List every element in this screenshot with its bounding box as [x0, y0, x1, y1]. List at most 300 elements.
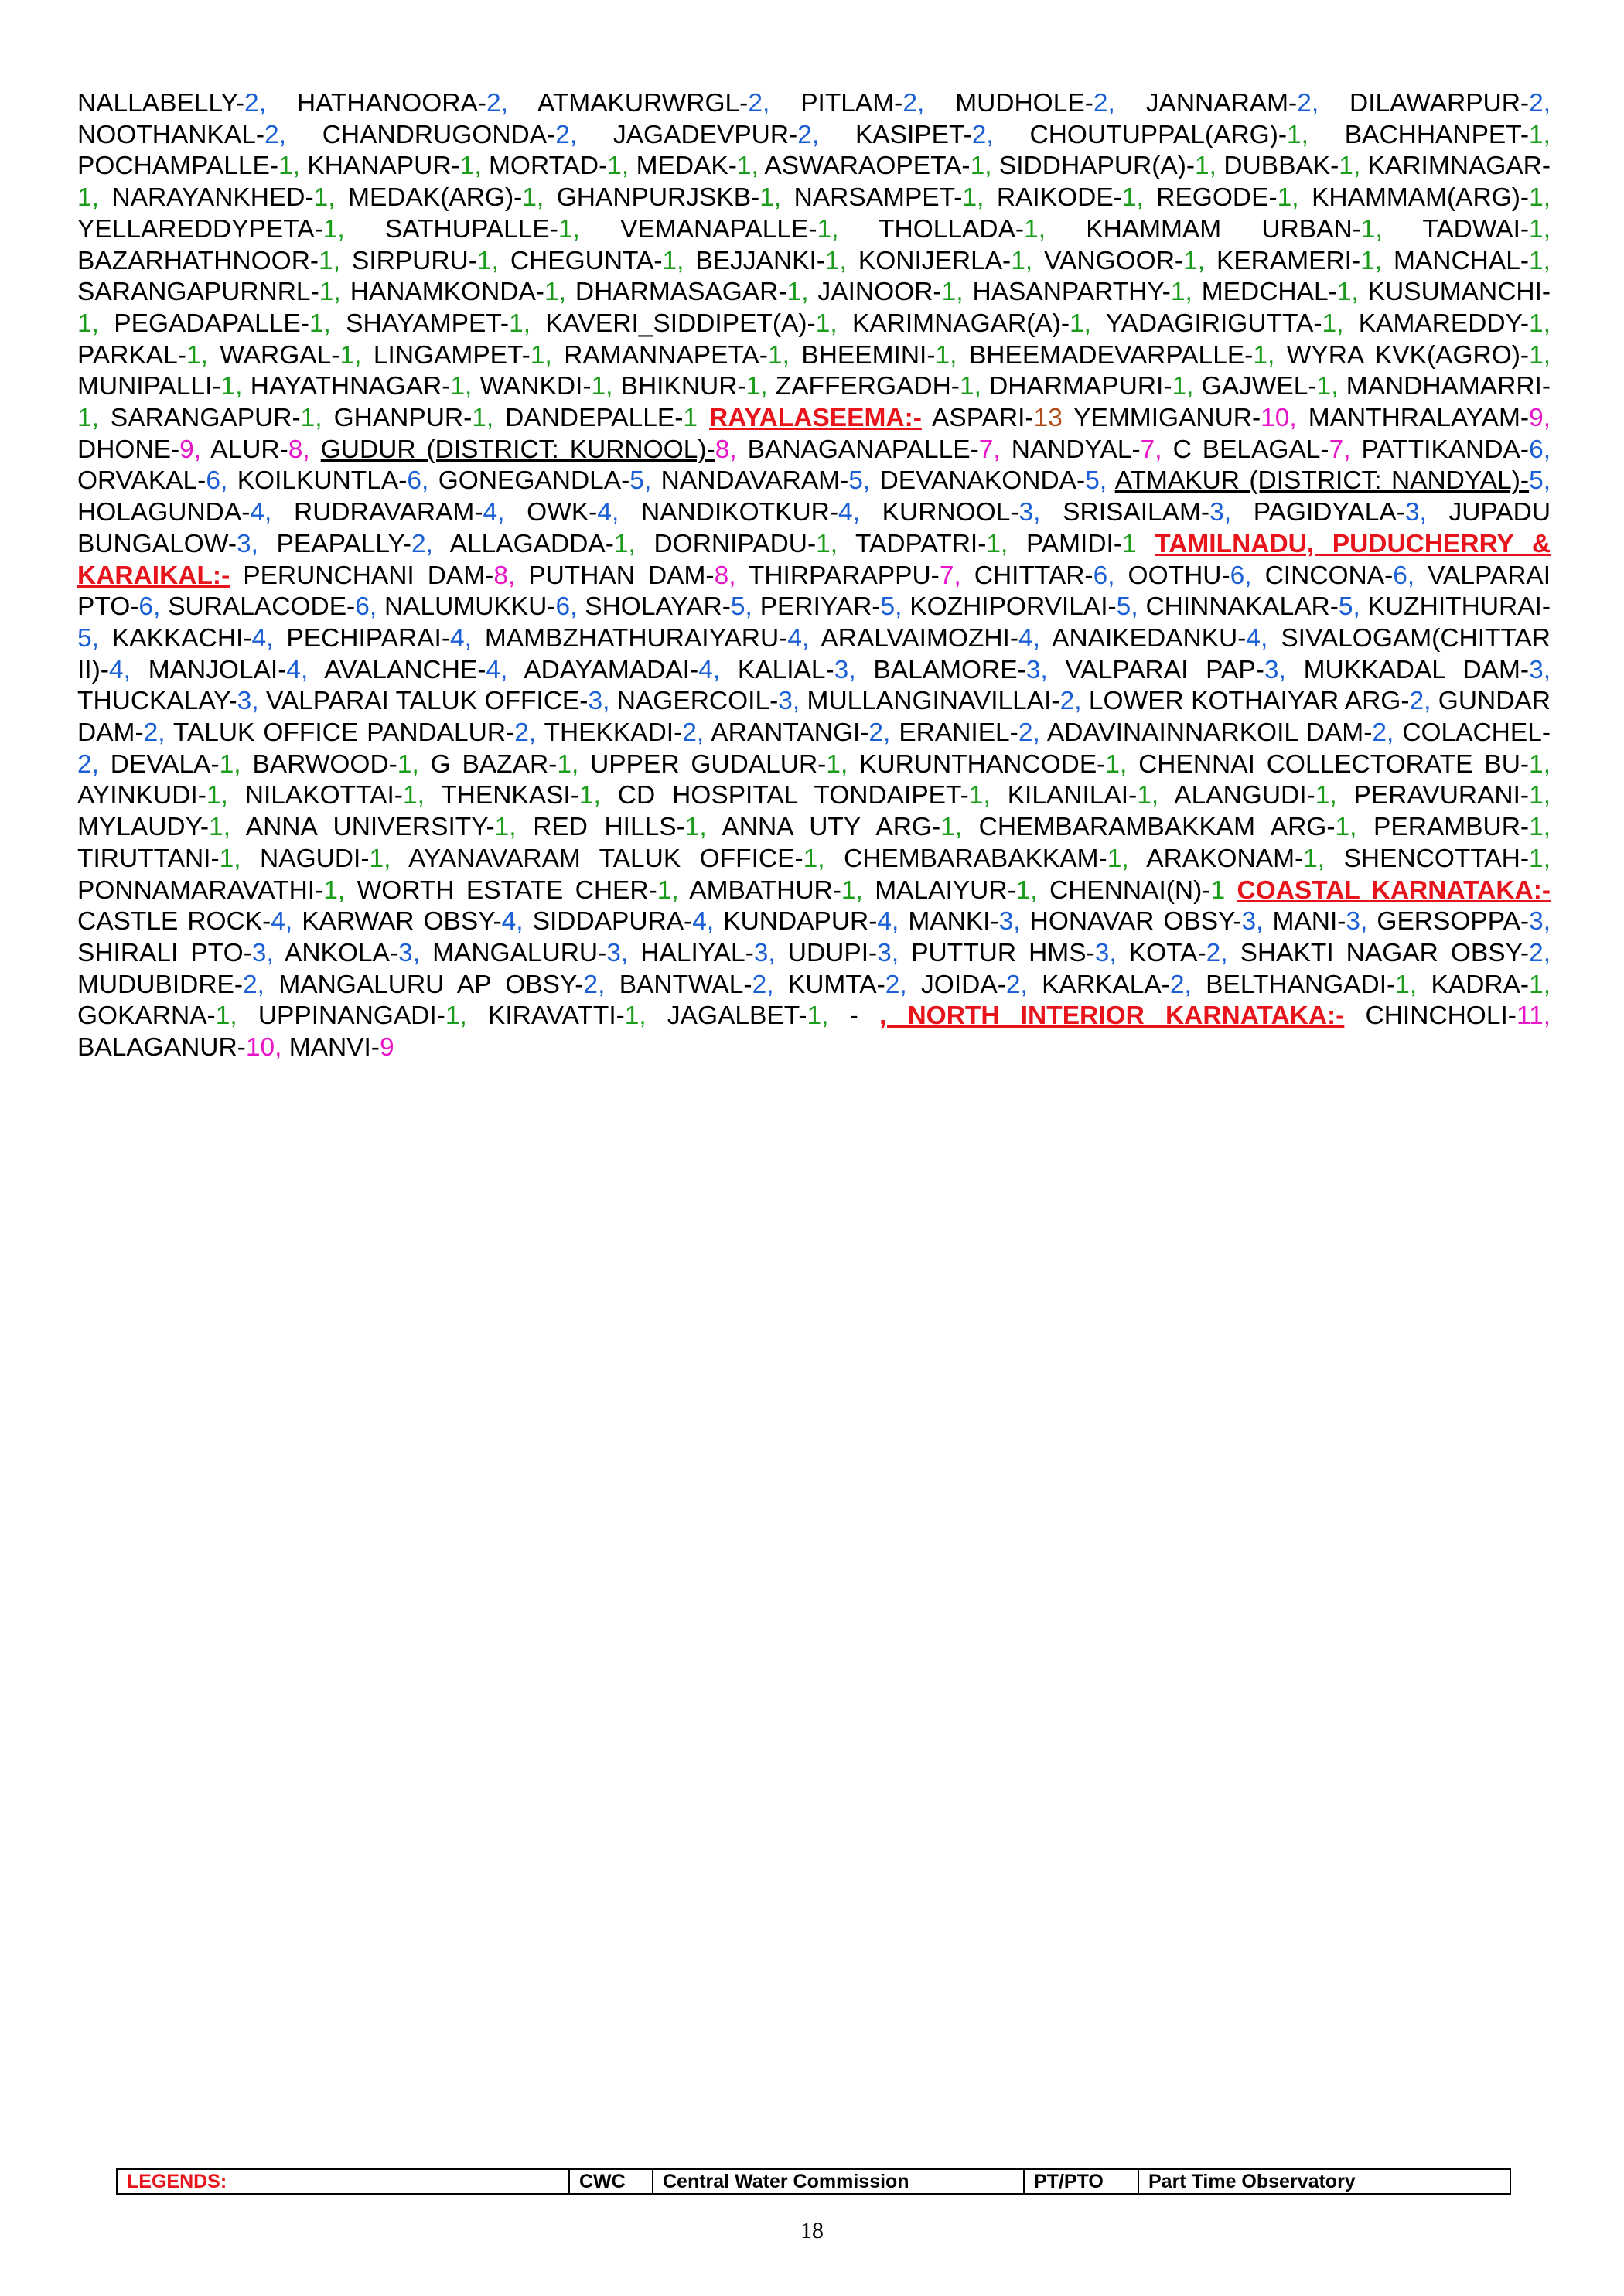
rainfall-value: 1	[941, 278, 957, 307]
station-name: RED HILLS-	[533, 813, 685, 842]
station-entry	[533, 813, 699, 841]
station-name: VALPARAI PTO-	[77, 561, 1551, 622]
rainfall-value: 3	[1018, 498, 1034, 527]
comma: ,	[1351, 278, 1359, 307]
rainfall-value: 1	[816, 529, 831, 558]
comma: ,	[728, 561, 736, 590]
station-name: ASPARI-	[932, 404, 1034, 433]
station-name: SRISAILAM-	[1063, 498, 1210, 527]
rainfall-value: 1	[1529, 970, 1544, 999]
comma: ,	[1223, 498, 1232, 527]
comma: ,	[544, 340, 552, 370]
station-entry	[909, 592, 1131, 621]
comma: ,	[986, 120, 994, 149]
comma: ,	[983, 781, 991, 810]
legend-abbr-cwc: CWC	[570, 2170, 653, 2193]
station-entry	[911, 939, 1109, 967]
rainfall-value: 2	[885, 970, 900, 999]
rainfall-value: 11	[1516, 1001, 1544, 1031]
rainfall-value: 1	[745, 372, 761, 401]
rainfall-value: 1	[1137, 781, 1151, 810]
station-name: AYANAVARAM TALUK OFFICE-	[408, 844, 803, 873]
rainfall-value: 4	[483, 498, 498, 527]
comma: ,	[606, 372, 613, 401]
station-name: SIRPURU-	[351, 246, 477, 275]
station-name: HOLAGUNDA-	[77, 498, 251, 527]
rainfall-value: 2	[77, 749, 92, 779]
rainfall-value: 8	[493, 561, 508, 590]
comma: ,	[1038, 214, 1046, 244]
rainfall-value: 1	[1360, 246, 1375, 275]
station-name: DUBBAK-	[1223, 152, 1339, 181]
rainfall-value: 1	[509, 309, 524, 338]
comma: ,	[593, 781, 601, 810]
comma: ,	[830, 529, 838, 558]
comma: ,	[801, 278, 809, 307]
station-entry	[77, 687, 251, 715]
station-entry	[1047, 718, 1387, 747]
station-entry	[245, 781, 418, 810]
station-name: WORTH ESTATE CHER-	[357, 875, 657, 905]
comma: ,	[1317, 844, 1325, 873]
comma: ,	[354, 340, 362, 370]
comma: ,	[123, 655, 131, 684]
station-entry	[711, 718, 883, 747]
station-name: CD HOSPITAL TONDAIPET-	[617, 781, 969, 810]
comma: ,	[558, 278, 566, 307]
comma: ,	[830, 309, 838, 338]
rainfall-value: 2	[1206, 938, 1221, 967]
comma: ,	[1424, 687, 1431, 716]
station-entry	[738, 656, 848, 684]
comma: ,	[285, 907, 293, 936]
rainfall-value: 1	[940, 813, 955, 842]
comma: ,	[1543, 1001, 1551, 1031]
station-name: AYINKUDI-	[77, 781, 206, 810]
station-entry	[1359, 309, 1544, 338]
rainfall-value: 1	[1122, 529, 1137, 558]
station-entry	[969, 341, 1267, 370]
station-name: KOZHIPORVILAI-	[909, 592, 1117, 622]
station-name: TIRUTTANI-	[77, 844, 220, 873]
station-entry	[77, 1033, 275, 1062]
station-name: GAJWEL-	[1201, 372, 1317, 401]
rainfall-value: 1	[1395, 970, 1410, 999]
station-name: MORTAD-	[489, 152, 608, 181]
rainfall-value: 3	[237, 687, 252, 716]
comma: ,	[301, 655, 309, 684]
station-entry	[148, 656, 301, 684]
station-name: SARANGAPUR-	[110, 404, 301, 433]
comma: ,	[762, 89, 770, 118]
station-entry	[297, 89, 501, 118]
station-entry	[661, 466, 863, 495]
comma: ,	[766, 970, 774, 999]
station-name: DANDEPALLE-	[505, 404, 684, 433]
station-name: GHANPURJSKB-	[556, 183, 760, 213]
rainfall-value: 1	[309, 309, 324, 338]
station-name: OOTHU-	[1128, 561, 1230, 590]
station-name: RAMANNAPETA-	[564, 340, 768, 370]
comma: ,	[1136, 183, 1144, 213]
station-entry	[852, 309, 1084, 338]
rainfall-value: 3	[251, 938, 267, 967]
rainfall-value: 1	[1172, 372, 1187, 401]
comma: ,	[706, 907, 715, 936]
rainfall-value: 5	[629, 466, 644, 496]
comma: ,	[852, 498, 860, 527]
comma: ,	[1543, 655, 1551, 684]
comma: ,	[158, 718, 165, 748]
rainfall-value: 2	[1169, 970, 1185, 999]
rainfall-value: 1	[578, 781, 594, 810]
comma: ,	[1289, 404, 1297, 433]
station-name: SIDDHAPUR(A)-	[998, 152, 1196, 181]
comma: ,	[1543, 214, 1551, 244]
station-name: MUNIPALLI-	[77, 372, 221, 401]
station-entry	[689, 876, 855, 905]
station-name: AMBATHUR-	[689, 875, 841, 905]
rainfall-value: 1	[786, 278, 802, 307]
station-name: ADAYAMADAI-	[524, 655, 699, 684]
comma: ,	[993, 435, 1001, 464]
station-name: NAGERCOIL-	[616, 687, 779, 716]
station-entry	[807, 687, 1075, 715]
station-entry	[168, 592, 370, 621]
station-entry	[480, 372, 606, 401]
station-name: JAINOOR-	[817, 278, 942, 307]
comma: ,	[1543, 749, 1551, 779]
station-name: DHARMAPURI-	[989, 372, 1172, 401]
station-name: SHAKTI NAGAR OBSY-	[1240, 938, 1530, 967]
comma: ,	[411, 749, 419, 779]
station-entry	[1063, 498, 1224, 527]
station-name: PEGADAPALLE-	[114, 309, 309, 338]
station-entry	[1394, 247, 1544, 275]
rainfall-value: 2	[555, 120, 570, 149]
rainfall-value: 5	[77, 623, 92, 653]
comma: ,	[1543, 435, 1551, 464]
comma: ,	[1543, 781, 1551, 810]
station-name: KERAMERI-	[1216, 246, 1361, 275]
station-entry	[641, 498, 853, 527]
rainfall-value: 1	[968, 781, 984, 810]
station-name: JOIDA-	[921, 970, 1006, 999]
rainfall-value: 1	[558, 214, 573, 244]
station-entry	[1030, 121, 1302, 149]
station-entry	[251, 372, 465, 401]
station-entry	[289, 1033, 394, 1062]
station-name: SHENCOTTAH-	[1343, 844, 1530, 873]
station-entry	[322, 121, 570, 149]
rainfall-value: 7	[1140, 435, 1155, 464]
comma: ,	[1083, 309, 1091, 338]
comma: ,	[1119, 749, 1128, 779]
rainfall-value: 1	[1024, 214, 1039, 244]
rainfall-value: 2	[1005, 970, 1021, 999]
station-entry	[880, 466, 1100, 495]
station-entry	[788, 971, 900, 999]
station-entry	[1349, 89, 1544, 118]
comma: ,	[1543, 120, 1551, 149]
comma: ,	[516, 907, 524, 936]
station-name: KUZHITHURAI-	[1367, 592, 1551, 622]
station-name: MANTHRALAYAM-	[1308, 404, 1530, 433]
station-entry	[619, 971, 767, 999]
rainfall-value: 2	[868, 718, 884, 748]
rainfall-value: 6	[1393, 561, 1407, 590]
comma: ,	[315, 404, 322, 433]
rainfall-value: 1	[803, 844, 818, 873]
station-name: NARAYANKHED-	[111, 183, 314, 213]
station-entry	[818, 278, 957, 306]
station-entry	[533, 907, 707, 936]
station-entry	[899, 718, 1032, 747]
rainfall-value: 3	[1025, 655, 1041, 684]
station-entry	[485, 624, 802, 653]
rainfall-value: 2	[752, 970, 767, 999]
rainfall-value: 1	[77, 183, 92, 213]
comma: ,	[1343, 435, 1351, 464]
comma: ,	[528, 718, 537, 748]
rainfall-value: 4	[271, 907, 285, 936]
station-name: NALUMUKKU-	[384, 592, 556, 622]
rainfall-value: 1	[959, 372, 974, 401]
comma: ,	[977, 183, 984, 213]
comma: ,	[369, 592, 377, 622]
station-name: BARWOOD-	[252, 749, 397, 779]
station-entry	[695, 247, 839, 275]
station-entry	[1431, 971, 1544, 999]
rainfall-value: 1	[1529, 749, 1544, 779]
comma: ,	[1220, 938, 1228, 967]
rainfall-value: 1	[1287, 120, 1302, 149]
station-entry	[1344, 844, 1544, 873]
station-entry	[237, 466, 421, 495]
station-entry	[544, 718, 697, 747]
station-name: PERAVURANI-	[1353, 781, 1530, 810]
station-entry	[77, 121, 279, 149]
station-entry	[564, 341, 782, 370]
comma: ,	[848, 655, 856, 684]
rainfall-value: 1	[1011, 246, 1025, 275]
station-name: CHENNAI COLLECTORATE BU-	[1138, 749, 1530, 779]
rainfall-value: 2	[411, 529, 426, 558]
rainfall-value: 1	[1322, 309, 1337, 338]
comma: ,	[1543, 340, 1551, 370]
station-name: MEDAK-	[636, 152, 737, 181]
station-entry	[374, 341, 545, 370]
station-name: JAGALBET-	[667, 1001, 807, 1031]
station-entry	[77, 466, 220, 495]
comma: ,	[1033, 498, 1041, 527]
comma: ,	[412, 938, 420, 967]
station-name: HAYATHNAGAR-	[250, 372, 451, 401]
rainfall-value: 4	[692, 907, 707, 936]
station-name: NOOTHANKAL-	[77, 120, 264, 149]
station-name: THUCKALAY-	[77, 687, 237, 716]
station-name: BANAGANAPALLE-	[747, 435, 979, 464]
station-entry	[357, 876, 672, 905]
station-name: ALUR-	[210, 435, 288, 464]
station-entry	[510, 247, 677, 275]
station-name: BANTWAL-	[619, 970, 752, 999]
station-entry	[77, 247, 333, 275]
station-name: GONEGANDLA-	[438, 466, 630, 496]
comma: ,	[234, 844, 241, 873]
rainfall-value: 1	[1529, 813, 1544, 842]
comma: ,	[899, 970, 907, 999]
station-name: JANNARAM-	[1145, 89, 1298, 118]
station-entry	[77, 152, 293, 180]
rainfall-value: 1	[77, 309, 92, 338]
station-entry	[220, 341, 354, 370]
station-entry	[749, 561, 954, 590]
rainfall-value: 2	[1093, 89, 1108, 118]
rainfall-value: 1	[1015, 875, 1031, 905]
comma: ,	[811, 120, 820, 149]
station-entry	[1174, 781, 1329, 810]
legend-title: LEGENDS:	[118, 2170, 570, 2193]
station-name: MANGALURU AP OBSY-	[278, 970, 584, 999]
station-name: GUDUR (DISTRICT: KURNOOL)-	[320, 435, 715, 464]
station-entry	[1173, 435, 1344, 464]
comma: ,	[984, 152, 992, 181]
station-name: KALIAL-	[737, 655, 834, 684]
comma: ,	[523, 309, 531, 338]
station-entry	[173, 718, 529, 747]
station-name: HALIYAL-	[640, 938, 754, 967]
station-name: VALPARAI TALUK OFFICE-	[265, 687, 589, 716]
rainfall-value: 1	[1529, 214, 1544, 244]
comma: ,	[91, 183, 99, 213]
rainfall-value: 6	[555, 592, 571, 622]
station-name: ORVAKAL-	[77, 466, 206, 496]
station-name: KAMAREDDY-	[1358, 309, 1530, 338]
station-name: NAGUDI-	[260, 844, 370, 873]
station-entry	[350, 278, 559, 306]
rainfall-value: 9	[1529, 404, 1544, 433]
station-name: ARALVAIMOZHI-	[821, 623, 1019, 653]
rainfall-value: 1	[767, 340, 783, 370]
station-name: DEVANAKONDA-	[879, 466, 1086, 496]
station-entry	[489, 152, 622, 180]
comma: ,	[421, 466, 429, 496]
station-name: KASIPET-	[855, 120, 972, 149]
rainfall-value: 2	[682, 718, 697, 748]
station-entry	[77, 813, 223, 841]
rainfall-value: 1	[494, 813, 510, 842]
station-entry	[1026, 530, 1137, 558]
station-entry	[210, 435, 302, 464]
station-entry	[748, 435, 994, 464]
station-name: KAKKACHI-	[111, 623, 252, 653]
comma: ,	[258, 89, 266, 118]
station-entry	[620, 215, 831, 244]
comma: ,	[712, 655, 721, 684]
comma: ,	[1030, 875, 1038, 905]
station-entry	[974, 561, 1107, 590]
comma: ,	[782, 340, 790, 370]
rainfall-value: 1	[624, 1001, 640, 1031]
station-entry	[1052, 624, 1261, 653]
comma: ,	[729, 435, 737, 464]
rainfall-value: 1	[1107, 844, 1122, 873]
rainfall-value: 3	[834, 655, 849, 684]
rainfall-value: 7	[1329, 435, 1344, 464]
rainfall-value: 1	[759, 183, 774, 213]
legend-table	[116, 2168, 1511, 2195]
station-name: KUMTA-	[787, 970, 885, 999]
station-entry	[321, 435, 730, 464]
station-name: VALPARAI PAP-	[1065, 655, 1264, 684]
station-entry	[384, 592, 570, 621]
rainfall-value: 1	[807, 1001, 822, 1031]
comma: ,	[1360, 907, 1368, 936]
comma: ,	[220, 466, 228, 496]
station-name: PERIYAR-	[759, 592, 881, 622]
rainfall-value: 1	[220, 372, 236, 401]
rainfall-value: 3	[398, 938, 413, 967]
station-name: SATHUPALLE-	[384, 214, 558, 244]
rainfall-value: 1	[397, 749, 412, 779]
comma: ,	[1107, 561, 1115, 590]
station-entry	[722, 813, 954, 841]
comma: ,	[1131, 592, 1138, 622]
station-name: DILAWARPUR-	[1349, 89, 1530, 118]
station-entry	[77, 372, 235, 401]
station-name: SHIRALI PTO-	[77, 938, 252, 967]
station-entry	[408, 844, 817, 873]
station-entry	[1362, 435, 1544, 464]
station-name: MANI-	[1272, 907, 1346, 936]
station-name: ANAIKEDANKU-	[1052, 623, 1247, 653]
rainfall-value: 1	[319, 278, 334, 307]
rainfall-value: 1	[824, 246, 840, 275]
comma: ,	[895, 592, 902, 622]
comma: ,	[571, 749, 579, 779]
comma: ,	[1349, 813, 1357, 842]
comma: ,	[677, 246, 684, 275]
comma: ,	[602, 687, 610, 716]
rainfall-value: 4	[698, 655, 713, 684]
station-name: PARKAL-	[77, 340, 186, 370]
rainfall-value: 1	[1339, 152, 1353, 181]
rainfall-value: 1	[1277, 183, 1292, 213]
station-name: ANNA UNIVERSITY-	[245, 813, 495, 842]
rainfall-value: 1	[206, 781, 221, 810]
station-entry	[1254, 498, 1420, 527]
station-name: BALAGANUR-	[77, 1033, 246, 1063]
rainfall-value: 3	[1264, 655, 1279, 684]
station-name: GUNDAR DAM-	[77, 687, 1551, 748]
rainfall-value: 4	[486, 655, 501, 684]
station-name: JUPADU BUNGALOW-	[77, 498, 1551, 558]
comma: ,	[328, 183, 336, 213]
region-heading: TAMILNADU, PUDUCHERRY & KARAIKAL:-	[77, 529, 1551, 590]
station-name: WYRA KVK(AGRO)-	[1286, 340, 1530, 370]
station-name: CHITTAR-	[974, 561, 1093, 590]
rainfall-value: 2	[971, 120, 987, 149]
comma: ,	[572, 214, 580, 244]
comma: ,	[1336, 309, 1344, 338]
comma: ,	[1543, 938, 1551, 967]
rainfall-value: 2	[902, 89, 917, 118]
station-name: MEDAK(ARG)-	[348, 183, 523, 213]
rainfall-value: 4	[787, 623, 802, 653]
comma: ,	[266, 938, 274, 967]
station-name: MUKKADAL DAM-	[1303, 655, 1530, 684]
